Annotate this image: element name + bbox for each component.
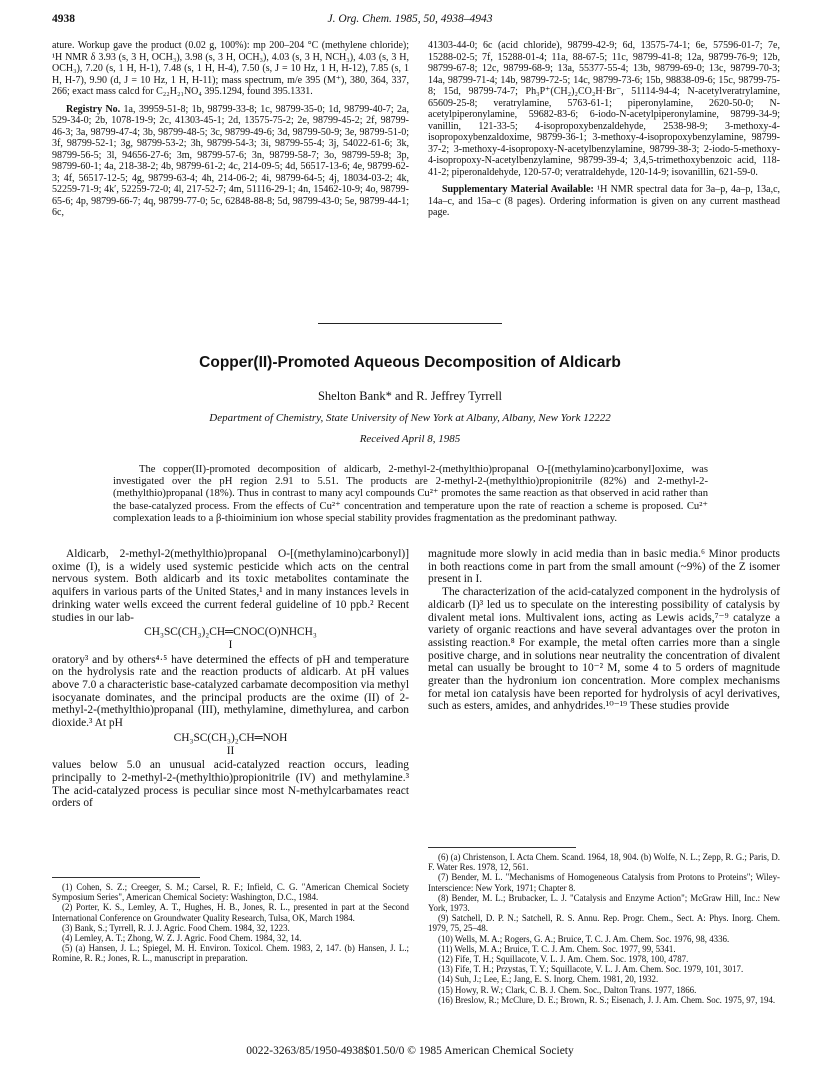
footnote: (14) Suh, J.; Lee, E.; Jang, E. S. Inorg. Chem. 1981, 20, 1932. xyxy=(438,974,659,985)
body-paragraph: Aldicarb, 2-methyl-2(methylthio)propanal O-[(methylamino)carbonyl)] oxime (I), is a widely used systemic pesticide which acts on the central nervous system. Both aldicarb and its toxic metabolites contaminate the aquifers in various parts of the United States,¹ and in many instances levels in drinking water wells exceed the current federal guideline of 10 ppb.² Recent studies in our lab- xyxy=(52,548,409,624)
structure-label: I xyxy=(228,638,233,651)
page-number: 4938 xyxy=(52,13,75,25)
footnote-rule-right xyxy=(428,847,576,848)
running-header xyxy=(52,13,768,29)
body-paragraph: values below 5.0 an unusual acid-catalyzed reaction occurs, leading principally to 2-methyl-2-(methylthio)propionitrile (IV) and methylamine.³ The acid-catalyzed process is peculiar since most N-methylcarbamates react orders of xyxy=(52,759,409,810)
previous-article-right-column xyxy=(428,40,780,219)
structure-formula: CH₃SC(CH₃)₂CH═CNOC(O)NHCH₃ xyxy=(144,626,317,639)
page-footer: 0022-3263/85/1950-4938$01.50/0 © 1985 American Chemical Society xyxy=(246,1045,574,1057)
footnote: (12) Fife, T. H.; Squillacote, V. L. J. Am. Chem. Soc. 1978, 100, 4787. xyxy=(438,954,689,965)
article-title: Copper(II)-Promoted Aqueous Decomposition of Aldicarb xyxy=(199,354,621,371)
registry-continued: 41303-44-0; 6c (acid chloride), 98799-42-9; 6d, 13575-74-1; 6e, 57596-01-7; 7e, 15288-02-5; 7f, 15288-01-4; 11a, 88-67-5; 11c, 98799-41-8; 12a, 98799-76-9; 12b, 98799-67-8; 12c, 98799-68-9; 13a, 55377-55-4; 13b, 98799-69-0; 13c, 98799-70-3; 14a, 98799-71-4; 14b, 98799-72-5; 14c, 98799-73-6; 15b, 98838-09-6; 15c, 98799-75-8; 15d, 98799-74-7; Ph₃P⁺(CH₂)₂CO₂H·Br⁻, 51114-94-4; N-acetylveratrylamine, 65609-25-8; veratrylamine, 5763-61-1; piperonylamine, 2620-50-0; N-acetylpiperonylamine, 59682-83-6; 6-iodo-N-acetylpiperonylamine, 98799-34-9; vanillin, 121-33-5; 4-isopropoxybenzaldehyde, 2538-98-9; 3-methoxy-4-isopropoxybenzaldoxime, 98799-36-1; 3-methoxy-4-isopropoxybenzylamine, 98799-37-2; 3-methoxy-4-isopropoxy-N-acetylbenzylamine, 98799-38-3; 2-iodo-5-methoxy-4-isopropoxy-N-acetylbenzylamine, 98799-39-4; 3,4,5-trimethoxybenzoic acid, 118-41-2; piperonaldehyde, 120-57-0; veratraldehyde, 120-14-9; isovanillin, 621-59-0. xyxy=(428,40,780,178)
body-paragraph: The characterization of the acid-catalyzed component in the hydrolysis of aldicarb (I)³ led us to speculate on the interesting possibility of catalysis by divalent metal ions. Multivalent ions, acting as Lewis acids,⁷⁻⁹ catalyze a variety of organic reactions and have several advantages over the proton in assisting reaction.⁸ For example, the metal often carries more than a single positive charge, and in solutions near neutrality the concentration of divalent metal can usually be brought to 10⁻² M, some 4 to 5 orders of magnitude greater than the hydronium ion concentration. More complex mechanisms for metal ion catalysis have been reported for hydrolysis of acyl derivatives, such as esters, amides, and anhydrides.¹⁰⁻¹⁹ These studies provide xyxy=(428,586,780,713)
body-paragraph: magnitude more slowly in acid media than in basic media.⁶ Minor products in both reactions come in part from the small amount (~9%) of the Z isomer present in I. xyxy=(428,548,780,586)
journal-citation: J. Org. Chem. 1985, 50, 4938–4943 xyxy=(327,13,493,25)
footnotes-left xyxy=(52,882,409,964)
previous-article-left-column xyxy=(52,40,409,219)
footnote: (3) Bank, S.; Tyrrell, R. J. J. Agric. Food Chem. 1984, 32, 1223. xyxy=(62,922,290,933)
structure-label: II xyxy=(226,744,235,757)
supplementary-text: ¹H NMR spectral data for 3a–p, 4a–p, 13a,c, 14a–c, and 15a–c (8 pages). Ordering information is given on any current masthead page. xyxy=(428,184,781,218)
footnote: (15) Howy, R. W.; Clark, C. B. J. Chem. Soc., Dalton Trans. 1977, 1866. xyxy=(438,984,697,995)
supplementary-paragraph xyxy=(428,184,780,219)
footnote: (4) Lemley, A. T.; Zhong, W. Z. J. Agric. Food Chem. 1984, 32, 14. xyxy=(62,933,302,944)
footnote: (16) Breslow, R.; McClure, D. E.; Brown, R. S.; Eisenach, J. J. Am. Chem. Soc. 1975, 97, 194. xyxy=(438,994,776,1005)
footnote: (13) Fife, T. H.; Przystas, T. Y.; Squillacote, V. L. J. Am. Chem. Soc. 1979, 101, 3017. xyxy=(438,964,744,975)
registry-text: 1a, 39959-51-8; 1b, 98799-33-8; 1c, 98799-35-0; 1d, 98799-40-7; 2a, 529-34-0; 2b, 1078-19-9; 2c, 41303-45-1; 2d, 13575-75-2; 2e, 98799-45-2; 2f, 98799-46-3; 3a, 98799-47-4; 3b, 98799-48-5; 3c, 98799-49-6; 3d, 98799-50-9; 3e, 98799-51-0; 3f, 98799-52-1; 3g, 98799-53-2; 3h, 98799-54-3; 3i, 98799-55-4; 3j, 54022-61-6; 3k, 98799-56-5; 3l, 94656-27-6; 3m, 98799-57-6; 3n, 98799-58-7; 3o, 98799-59-8; 3p, 98799-60-1; 4a, 218-38-2; 4b, 98799-61-2; 4c, 214-09-5; 4d, 56517-13-6; 4e, 98799-62-3; 4f, 56517-12-5; 4g, 98799-63-4; 4h, 214-06-2; 4i, 98799-64-5; 4j, 18034-03-2; 4k, 52259-71-9; 4k′, 52259-72-0; 4l, 217-52-7; 4m, 51116-29-1; 4n, 15462-10-9; 4o, 98799-65-6; 4p, 98799-66-7; 4q, 98799-77-0; 5c, 62848-88-8; 5d, 98799-43-0; 5e, 98799-44-1; 6c, xyxy=(52,103,409,218)
footnote: (9) Satchell, D. P. N.; Satchell, R. S. Annu. Rep. Progr. Chem., Sect. A: Phys. Inorg. Chem. 1979, 75, 25–48. xyxy=(428,913,780,934)
article-authors: Shelton Bank* and R. Jeffrey Tyrrell xyxy=(317,389,503,403)
article-affiliation: Department of Chemistry, State University of New York at Albany, Albany, New York 12222 xyxy=(209,412,611,424)
experimental-paragraph: ature. Workup gave the product (0.02 g, 100%): mp 200–204 °C (methylene chloride); ¹H NMR δ 3.93 (s, 3 H, OCH₃), 3.98 (s, 3 H, OCH₃), 4.03 (s, 3 H, NCH₃), 4.03 (s, 3 H, OCH₃), 7.20 (s, 1 H, H-1), 7.48 (s, 1 H, H-4), 7.50 (s, J = 10 Hz, 1 H, H-12), 7.85 (s, 1 H, H-7), 9.90 (d, J = 10 Hz, 1 H, H-11); mass spectrum, m/e 395 (M⁺), 380, 364, 337, 266; exact mass calcd for C₂₂H₂₁NO₄ 395.1294, found 395.1331. xyxy=(52,40,409,97)
footnote: (1) Cohen, S. Z.; Creeger, S. M.; Carsel, R. F.; Infield, C. G. "American Chemical Society Symposium Series", American Chemical Society: Washington, D.C., 1984. xyxy=(52,882,409,903)
footnote: (11) Wells, M. A.; Bruice, T. C. J. Am. Chem. Soc. 1977, 99, 5341. xyxy=(438,943,676,954)
body-right-column xyxy=(428,548,780,713)
footnote-rule-left xyxy=(52,877,200,878)
footnote: (10) Wells, M. A.; Rogers, G. A.; Bruice, T. C. J. Am. Chem. Soc. 1976, 98, 4336. xyxy=(438,933,730,944)
footnote: (6) (a) Christenson, I. Acta Chem. Scand. 1964, 18, 904. (b) Wolfe, N. L.; Zepp, R. G.; Paris, D. F. Water Res. 1978, 12, 561. xyxy=(428,852,780,873)
registry-paragraph xyxy=(52,104,409,219)
footnote: (7) Bender, M. L. "Mechanisms of Homogeneous Catalysis from Protons to Proteins"; Wiley-Interscience: New York, 1971; Chapter 8. xyxy=(428,872,780,893)
article-divider xyxy=(318,323,502,324)
structure-II xyxy=(52,732,409,757)
structure-formula: CH₃SC(CH₃)₂CH═NOH xyxy=(173,731,288,744)
structure-I xyxy=(52,626,409,651)
footnote: (8) Bender, M. L.; Brubacker, L. J. "Catalysis and Enzyme Action"; McGraw Hill, Inc.: New York, 1973. xyxy=(428,892,780,914)
article-abstract: The copper(II)-promoted decomposition of aldicarb, 2-methyl-2-(methylthio)propanal O-[(methylamino)carbonyl]oxime, was investigated over the pH region 2.91 to 5.51. The products are 2-methyl-2-(methylthio)propionitrile (82%) and 2-methyl-2-(methylthio)propanal (18%). Thus in contrast to many acyl compounds Cu²⁺ promotes the same reaction as that observed in acid rather than the base-catalyzed process. From the effects of Cu²⁺ concentration and temperature upon the rate of reaction a scheme is proposed. Cu²⁺ complexation leads to a β-thioiminium ion whose special stability provides fragmentation as the predominant pathway. xyxy=(113,464,708,524)
article-received-date: Received April 8, 1985 xyxy=(359,433,461,445)
body-paragraph: oratory³ and by others⁴·⁵ have determined the effects of pH and temperature on the hydrolysis rate and the reaction products of aldicarb. At pH values above 7.0 a characteristic base-catalyzed carbamate decomposition via methyl isocyanate dominates, and the principal products are the oxime (II) of 2-methyl-2-(methylthio)propanal (III), methylamine, dimethylurea, and carbon dioxide.³ At pH xyxy=(52,653,409,730)
footnotes-right xyxy=(428,852,780,1005)
footnote: (5) (a) Hansen, J. L.; Spiegel, M. H. Environ. Toxicol. Chem. 1983, 2, 147. (b) Hansen, J. L.; Romine, R. R.; Jones, R. L., manuscript in preparation. xyxy=(52,943,409,964)
footnote: (2) Porter, K. S., Lemley, A. T., Hughes, H. B., Jones, R. L., presented in part at the Second International Conference on Groundwater Quality Research, Tulsa, OK, March 1984. xyxy=(52,902,409,923)
supplementary-label: Supplementary Material Available: xyxy=(442,184,594,195)
registry-label: Registry No. xyxy=(66,103,121,115)
body-left-column xyxy=(52,548,409,810)
